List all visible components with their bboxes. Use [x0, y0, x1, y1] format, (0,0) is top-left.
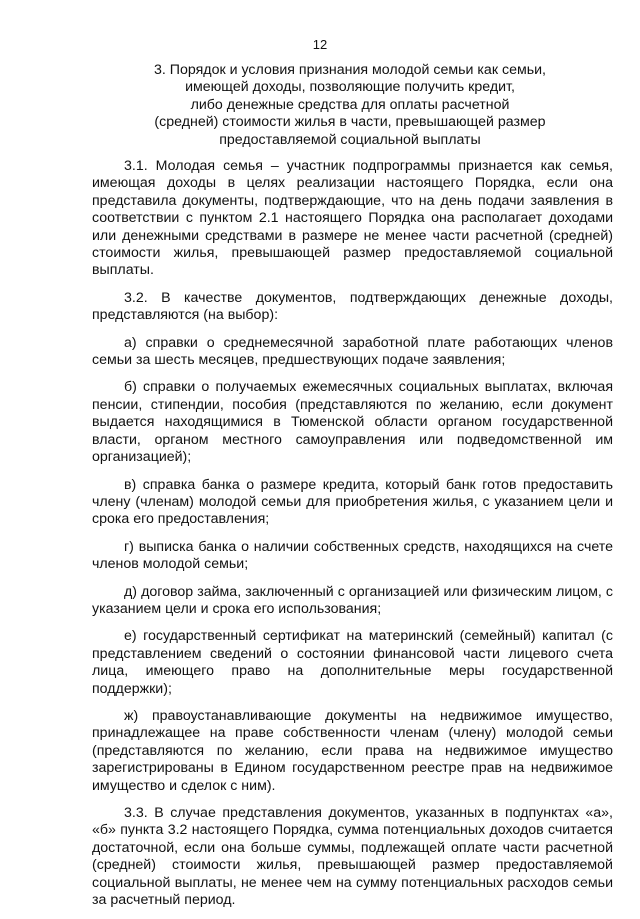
list-item-b: б) справки о получаемых ежемесячных социальных выплатах, включая пенсии, стипендии, пособия (представляются по желанию, если документ выдается находящимися в Тюменской области органом государственной власти, органом местного самоуправления или подведомственной им организацией); — [92, 379, 613, 466]
heading-line: 3. Порядок и условия признания молодой семьи как семьи, — [154, 62, 546, 78]
heading-line: (средней) стоимости жилья в части, превышающей размер — [154, 114, 546, 131]
list-item-d: д) договор займа, заключенный с организацией или физическим лицом, с указанием цели и срока его использования; — [92, 583, 613, 617]
list-item-e: е) государственный сертификат на материнский (семейный) капитал (с представлением сведений о состоянии финансовой части лицевого счета лица, имеющего право на дополнительные меры государственной поддержки); — [92, 628, 613, 697]
heading-line: имеющей доходы, позволяющие получить кредит, — [185, 79, 515, 96]
section-heading — [100, 62, 600, 149]
paragraph-3-3: 3.3. В случае представления документов, указанных в подпунктах «а», «б» пункта 3.2 настоящего Порядка, сумма потенциальных доходов считается достаточной, если она больше суммы, подлежащей оплате части расчетной (средней) стоимости жилья, превышающей размер предоставляемой социальной выплаты, не менее чем на сумму потенциальных расходов семьи за расчетный период. — [92, 805, 613, 909]
paragraph-3-1: 3.1. Молодая семья – участник подпрограммы признается как семья, имеющая доходы в целях реализации настоящего Порядка, если она представила документы, подтверждающие, что на день подачи заявления в соответствии с пунктом 2.1 настоящего Порядка она располагает доходами или денежными средствами в размере не менее части расчетной (средней) стоимости жилья, превышающей размер предоставляемой социальной выплаты. — [92, 158, 613, 279]
list-item-zh: ж) правоустанавливающие документы на недвижимое имущество, принадлежащее на праве собственности членам (члену) молодой семьи (представляются по желанию, если права на недвижимое имущество зарегистрированы в Едином государственном реестре прав на недвижимое имущество и сделок с ним). — [92, 707, 613, 794]
list-item-a: а) справки о среднемесячной заработной плате работающих членов семьи за шесть месяцев, предшествующих подаче заявления; — [92, 334, 613, 369]
paragraph-3-2: 3.2. В качестве документов, подтверждающих денежные доходы, представляются (на выбор): — [92, 289, 613, 324]
list-item-v: в) справка банка о размере кредита, который банк готов предоставить члену (членам) молодой семьи для приобретения жилья, с указанием цели и срока его предоставления; — [92, 476, 613, 528]
document-body — [92, 158, 613, 919]
heading-line: предоставляемой социальной выплаты — [219, 131, 481, 148]
page-number: 12 — [312, 37, 328, 52]
list-item-g: г) выписка банка о наличии собственных средств, находящихся на счете членов молодой семьи; — [92, 538, 613, 573]
heading-line: либо денежные средства для оплаты расчетной — [190, 96, 510, 113]
